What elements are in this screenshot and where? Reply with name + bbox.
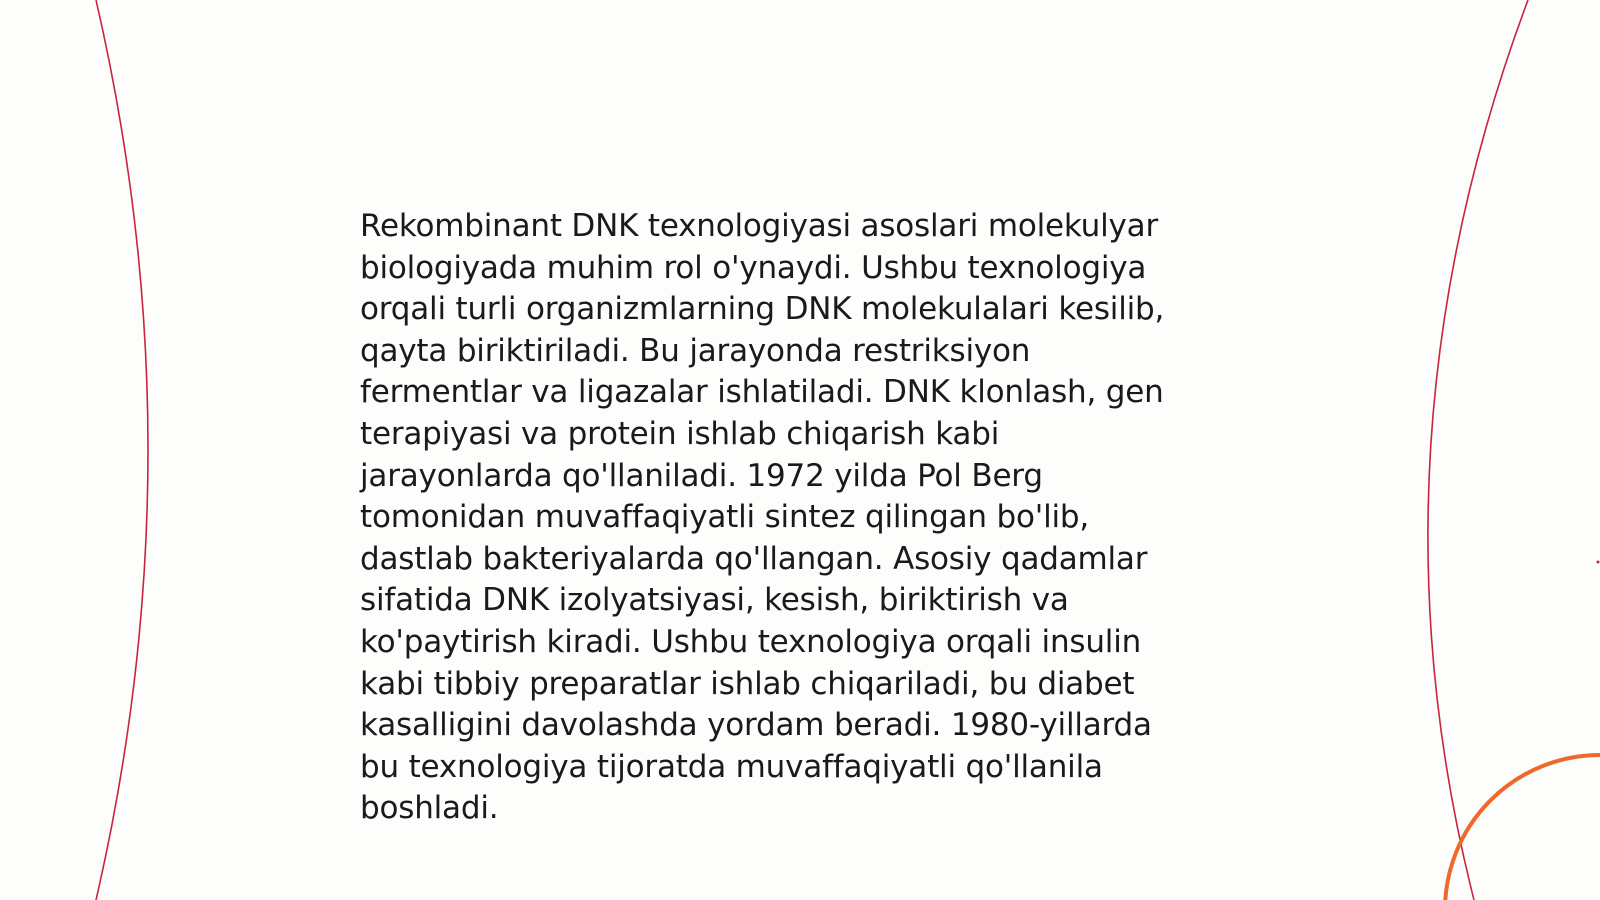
- left-arc-line: [96, 0, 148, 900]
- paragraph-line: kabi tibbiy preparatlar ishlab chiqariladi, bu diabet: [360, 665, 1135, 702]
- paragraph-line: ko'paytirish kiradi. Ushbu texnologiya orqali insulin: [360, 623, 1142, 660]
- right-arc-line: [1428, 0, 1528, 900]
- paragraph-line: bu texnologiya tijoratda muvaffaqiyatli qo'llanila: [360, 748, 1103, 785]
- body-paragraph: [360, 206, 1260, 830]
- paragraph-line: tomonidan muvaffaqiyatli sintez qilingan bo'lib,: [360, 499, 1090, 536]
- paragraph-line: sifatida DNK izolyatsiyasi, kesish, biriktirish va: [360, 582, 1069, 619]
- paragraph-line: biologiyada muhim rol o'ynaydi. Ushbu texnologiya: [360, 249, 1147, 286]
- paragraph-line: qayta biriktiriladi. Bu jarayonda restriksiyon: [360, 332, 1031, 369]
- paragraph-line: jarayonlarda qo'llaniladi. 1972 yilda Pol Berg: [360, 457, 1043, 494]
- paragraph-line: fermentlar va ligazalar ishlatiladi. DNK klonlash, gen: [360, 374, 1164, 411]
- paragraph-line: dastlab bakteriyalarda qo'llangan. Asosiy qadamlar: [360, 540, 1148, 577]
- paragraph-line: kasalligini davolashda yordam beradi. 1980-yillarda: [360, 707, 1152, 744]
- paragraph-line: orqali turli organizmlarning DNK molekulalari kesilib,: [360, 291, 1165, 328]
- paragraph-line: Rekombinant DNK texnologiyasi asoslari molekulyar: [360, 208, 1159, 244]
- paragraph-line: terapiyasi va protein ishlab chiqarish kabi: [360, 415, 1000, 452]
- right-edge-dot: [1597, 561, 1600, 564]
- paragraph-line: boshladi.: [360, 790, 499, 827]
